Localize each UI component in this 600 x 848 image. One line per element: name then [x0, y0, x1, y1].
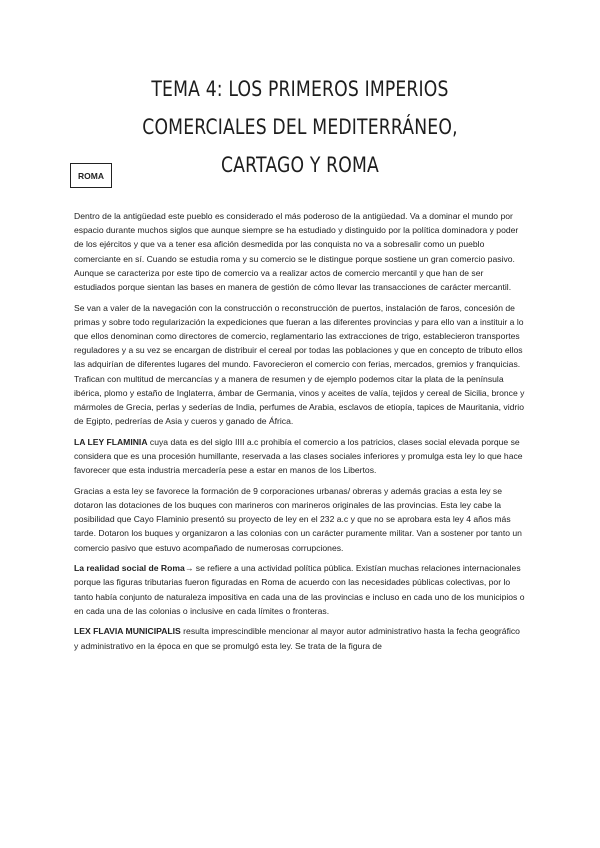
document-body — [74, 209, 526, 659]
paragraph-intro — [74, 209, 526, 294]
section-label-box — [70, 163, 112, 188]
section-label: ROMA — [78, 170, 104, 181]
paragraph-label: LA LEY FLAMINIA — [74, 436, 148, 447]
paragraph-text: Dentro de la antigüedad este pueblo es considerado el más poderoso de la antigüedad. Va a dominar el mundo por espacio durante muchos siglos que aunque siempre se ha estudiado y distinguido por la política dominadora y poder de los ejércitos y que va a tener esa afición desmedida por las conquista no va a sobresalir como un pueblo comerciante en sí. Cuando se estudia roma y su comercio se le distingue porque sostiene un gran comercio pasivo. Aunque se caracteriza por este tipo de comercio va a realizar actos de comercio mercantil y que han de ser estudiados porque sientan las bases en manera de gestión de cómo llevar las transacciones de carácter mercantil. — [74, 211, 519, 293]
paragraph-ley-flaminia — [74, 435, 526, 478]
paragraph-text: cuya data es del siglo IIII a.c prohibía el comercio a los patricios, clases social elevada porque se considera que es una procesión humillante, reservada a las clases sociales inferiores y promulga esta ley lo que hace favorecer que esta industria mercadería pese a estar en manos de los Libertos. — [74, 436, 523, 476]
paragraph-realidad-social — [74, 561, 526, 618]
paragraph-label: La realidad social de Roma — [74, 563, 185, 574]
arrow-icon: → — [184, 563, 194, 574]
paragraph-lex-flavia — [74, 624, 526, 652]
paragraph-text: resulta imprescindible mencionar al mayor autor administrativo hasta la fecha geográfico y administrativo en la época en que se promulgó esta ley. Se trata de la figura de — [74, 626, 520, 651]
paragraph-text: Gracias a esta ley se favorece la formación de 9 corporaciones urbanas/ obreras y además gracias a esta ley se dotaron las dotaciones de los buques con marineros con marineros originales de las provincias. Esta ley cabe la posibilidad que Cayo Flaminio presentó su proyecto de ley en el 232 a.c y que no se aprobara esta ley 4 años más tarde. Dotaron los buques y organizaron a las colonias con un carácter puramente militar. Van a sostener por tanto un comercio pasivo que estuvo acompañado de numerosas corrupciones. — [74, 485, 522, 553]
paragraph-label: LEX FLAVIA MUNICIPALIS — [74, 626, 181, 637]
paragraph-navegacion — [74, 301, 526, 429]
paragraph-corporaciones — [74, 484, 526, 555]
paragraph-text: Se van a valer de la navegación con la construcción o reconstrucción de puertos, instalación de faros, concesión de primas y sobre todo regularización la expediciones que fueran a las diferentes provincias y para ello van a instituir a lo que ellos denominan como directores de comercio, reglamentario las extracciones de trigo, establecieron transportes reguladores y a su vez se encargan de distribuir el cereal por todas las poblaciones y que en concepto de tributo ellos las adquirían de diferentes lugares del mundo. Favorecieron el comercio con ferias, mercados, gremios y franquicias. Trafican con multitud de mercancías y a manera de resumen y de ejemplo podemos citar la plata de la península ibérica, plomo y estaño de Inglaterra, ámbar de Germania, vinos y aceites de valía, tejidos y cereal de Sicilia, bronce y mármoles de Grecia, perlas y sederías de India, perfumes de Arabia, esclavos de etiopía, tapices de Mauritania, vidrio de Egipto, pedrerías de Asia y cueros y ganado de África. — [74, 302, 525, 427]
page-title: TEMA 4: LOS PRIMEROS IMPERIOS COMERCIALES DEL MEDITERRÁNEO, CARTAGO Y ROMA — [142, 77, 458, 177]
paragraph-text: se refiere a una actividad política pública. Existían muchas relaciones internacionales porque las figuras tributarias fueron figuradas en Roma de acuerdo con las necesidades públicas colectivas, por lo tanto había conjunto de naturaleza impositiva en cada una de las provincias e incluso en cada uno de los municipios o en cada una de las colonias o inclusive en cada límites o fronteras. — [74, 563, 525, 616]
